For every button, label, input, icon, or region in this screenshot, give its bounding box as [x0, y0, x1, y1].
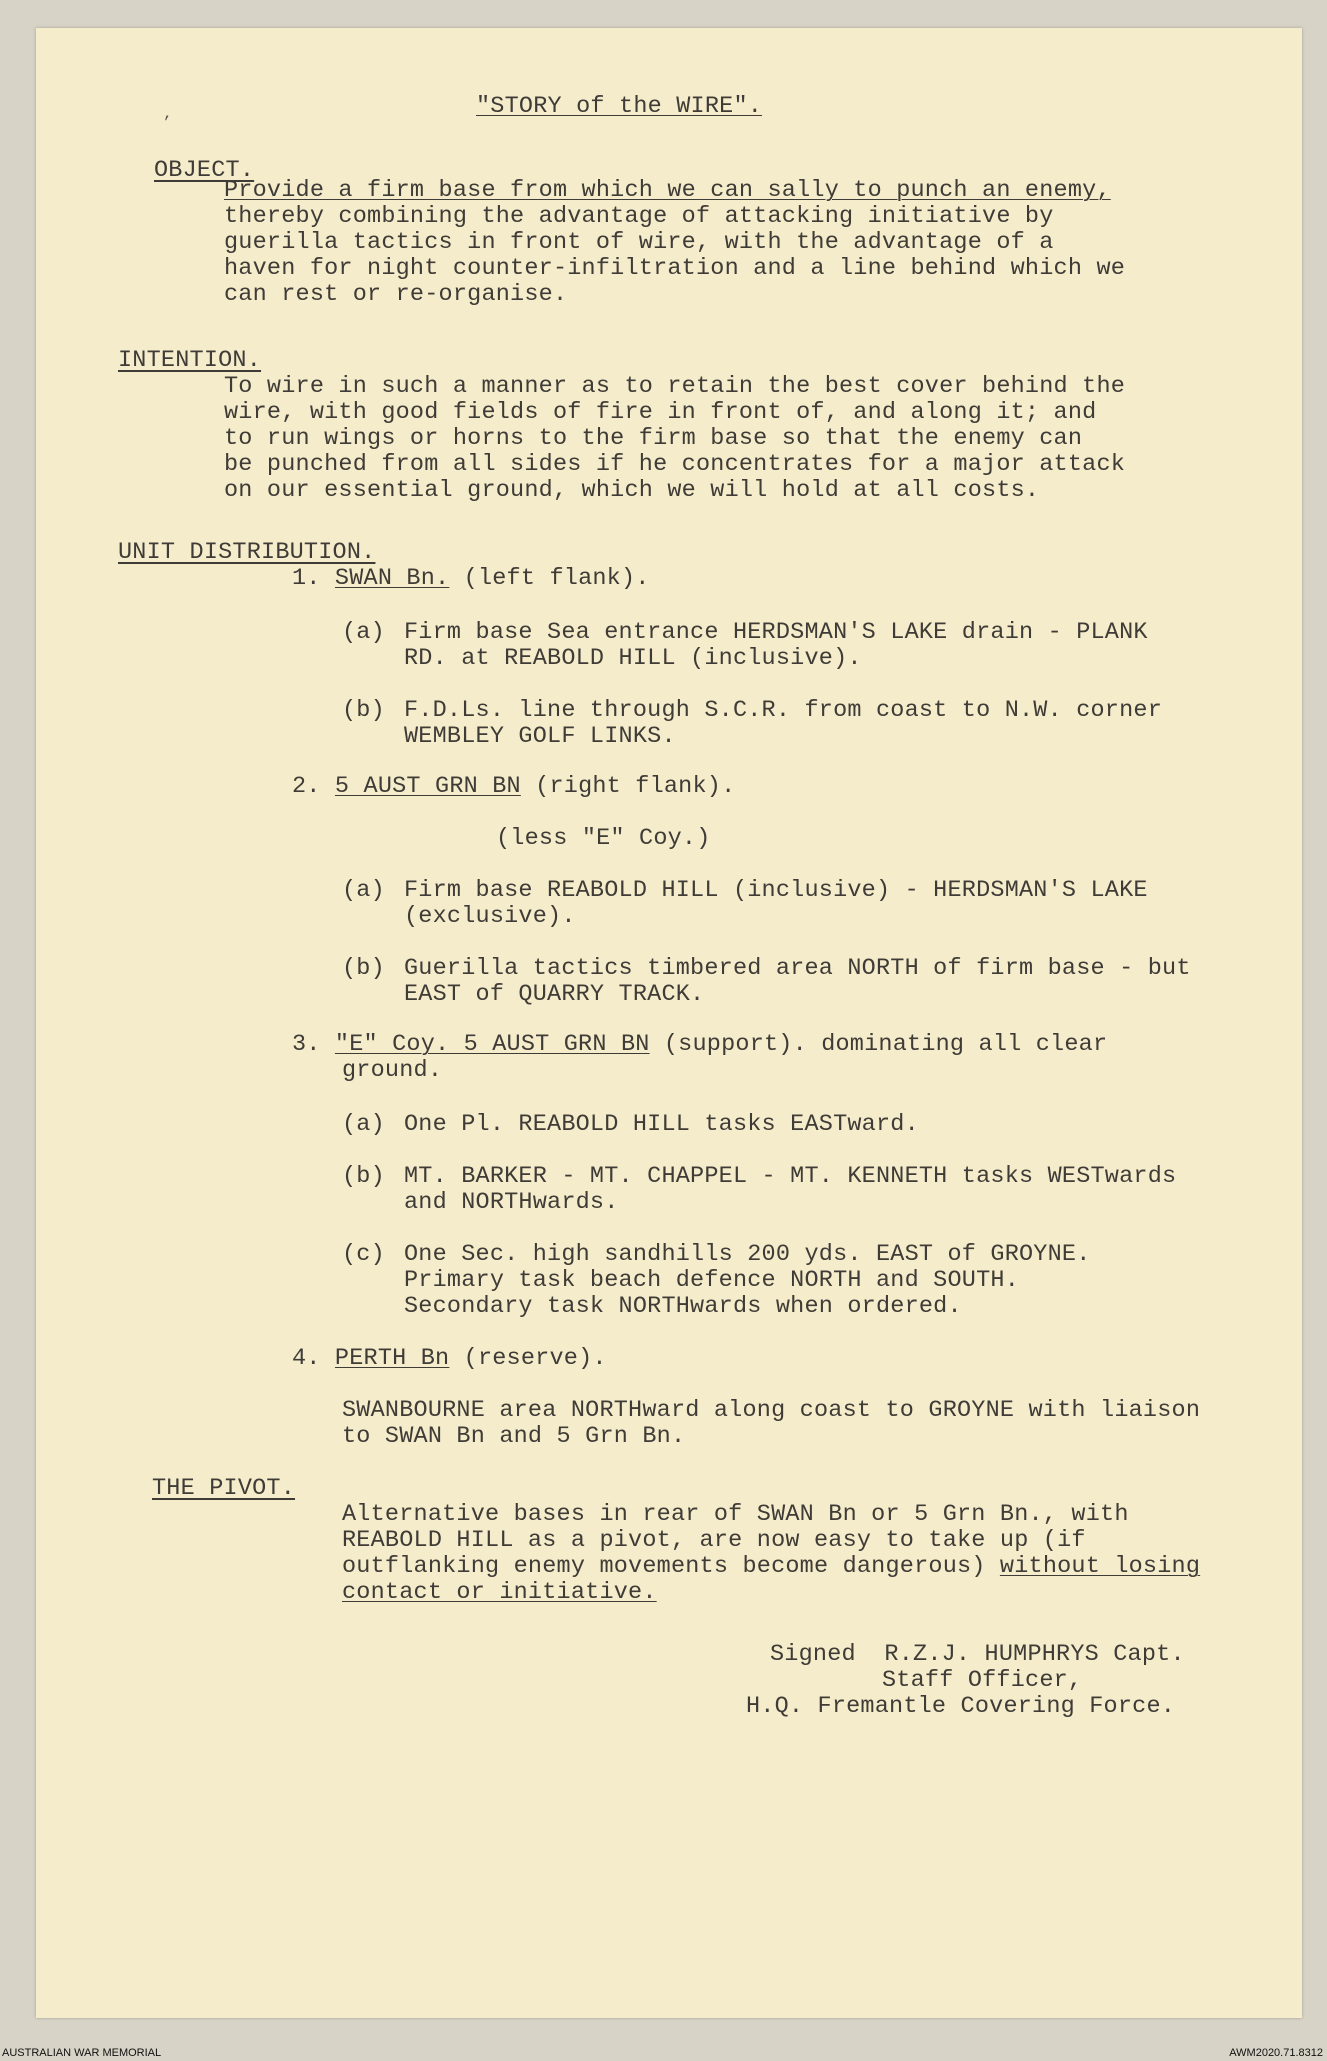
unit-4-para-line-2: to SWAN Bn and 5 Grn Bn.	[342, 1423, 686, 1450]
intention-line-5: on our essential ground, which we will hold at all costs.	[224, 477, 1040, 504]
unit-3-item-c-label: (c)	[342, 1241, 385, 1268]
unit-2-item-b-line-1: Guerilla tactics timbered area NORTH of firm base - but	[404, 955, 1191, 982]
unit-3-item-a-label: (a)	[342, 1111, 385, 1138]
unit-1-item-a-line-1: Firm base Sea entrance HERDSMAN'S LAKE drain - PLANK	[404, 619, 1148, 646]
unit-3-item-c-line-1: One Sec. high sandhills 200 yds. EAST of GROYNE.	[404, 1241, 1091, 1268]
intention-line-3: to run wings or horns to the firm base so that the enemy can	[224, 425, 1083, 452]
unit-3-heading: 3. "E" Coy. 5 AUST GRN BN (support). dominating all clear	[292, 1031, 1108, 1058]
unit-3-item-b-label: (b)	[342, 1163, 385, 1190]
pivot-line-4: contact or initiative.	[342, 1579, 657, 1606]
unit-2-item-a-label: (a)	[342, 877, 385, 904]
unit-distribution-heading: UNIT DISTRIBUTION.	[118, 539, 376, 566]
pivot-line-3: outflanking enemy movements become dangerous) without losing	[342, 1553, 1201, 1580]
intention-line-1: To wire in such a manner as to retain the best cover behind the	[224, 373, 1126, 400]
unit-3-item-b-line-1: MT. BARKER - MT. CHAPPEL - MT. KENNETH tasks WESTwards	[404, 1163, 1177, 1190]
pivot-heading: THE PIVOT.	[152, 1475, 296, 1502]
unit-4-heading: 4. PERTH Bn (reserve).	[292, 1345, 607, 1372]
object-line-4: haven for night counter-infiltration and a line behind which we	[224, 255, 1126, 282]
unit-3-item-b-line-2: and NORTHwards.	[404, 1189, 619, 1216]
object-line-5: can rest or re-organise.	[224, 281, 568, 308]
pencil-mark: ’	[162, 114, 172, 132]
signature-line-2: Staff Officer,	[882, 1667, 1083, 1694]
footer-institution: AUSTRALIAN WAR MEMORIAL	[2, 2047, 162, 2059]
unit-1-item-a-label: (a)	[342, 619, 385, 646]
intention-line-2: wire, with good fields of fire in front of, and along it; and	[224, 399, 1097, 426]
unit-2-item-b-line-2: EAST of QUARRY TRACK.	[404, 981, 705, 1008]
footer-accession-number: AWM2020.71.8312	[1229, 2047, 1323, 2059]
object-line-2: thereby combining the advantage of attacking initiative by	[224, 203, 1054, 230]
unit-2-item-b-label: (b)	[342, 955, 385, 982]
object-line-3: guerilla tactics in front of wire, with the advantage of a	[224, 229, 1054, 256]
document-page	[36, 28, 1302, 2018]
object-heading: OBJECT.	[154, 157, 255, 184]
unit-2-item-a-line-1: Firm base REABOLD HILL (inclusive) - HERDSMAN'S LAKE	[404, 877, 1148, 904]
object-line-1: Provide a firm base from which we can sally to punch an enemy,	[224, 177, 1111, 204]
unit-4-para-line-1: SWANBOURNE area NORTHward along coast to GROYNE with liaison	[342, 1397, 1201, 1424]
unit-1-item-b-label: (b)	[342, 697, 385, 724]
intention-heading: INTENTION.	[118, 347, 262, 374]
unit-1-item-b-line-2: WEMBLEY GOLF LINKS.	[404, 723, 676, 750]
unit-1-item-a-line-2: RD. at REABOLD HILL (inclusive).	[404, 645, 862, 672]
unit-3-item-c-line-3: Secondary task NORTHwards when ordered.	[404, 1293, 962, 1320]
intention-line-4: be punched from all sides if he concentrates for a major attack	[224, 451, 1126, 478]
pivot-line-2: REABOLD HILL as a pivot, are now easy to take up (if	[342, 1527, 1086, 1554]
document-title: "STORY of the WIRE".	[476, 93, 763, 120]
signature-line-3: H.Q. Fremantle Covering Force.	[746, 1693, 1176, 1720]
pivot-line-1: Alternative bases in rear of SWAN Bn or 5 Grn Bn., with	[342, 1501, 1129, 1528]
signature-line-1: Signed R.Z.J. HUMPHRYS Capt.	[770, 1641, 1185, 1668]
unit-2-heading: 2. 5 AUST GRN BN (right flank).	[292, 773, 736, 800]
unit-1-item-b-line-1: F.D.Ls. line through S.C.R. from coast to N.W. corner	[404, 697, 1163, 724]
unit-3-item-c-line-2: Primary task beach defence NORTH and SOUTH.	[404, 1267, 1019, 1294]
unit-1-heading: 1. SWAN Bn. (left flank).	[292, 565, 650, 592]
unit-3-item-a-line-1: One Pl. REABOLD HILL tasks EASTward.	[404, 1111, 919, 1138]
unit-3-heading-cont: ground.	[342, 1057, 443, 1084]
unit-2-item-a-line-2: (exclusive).	[404, 903, 576, 930]
unit-2-subheading: (less "E" Coy.)	[496, 825, 711, 852]
